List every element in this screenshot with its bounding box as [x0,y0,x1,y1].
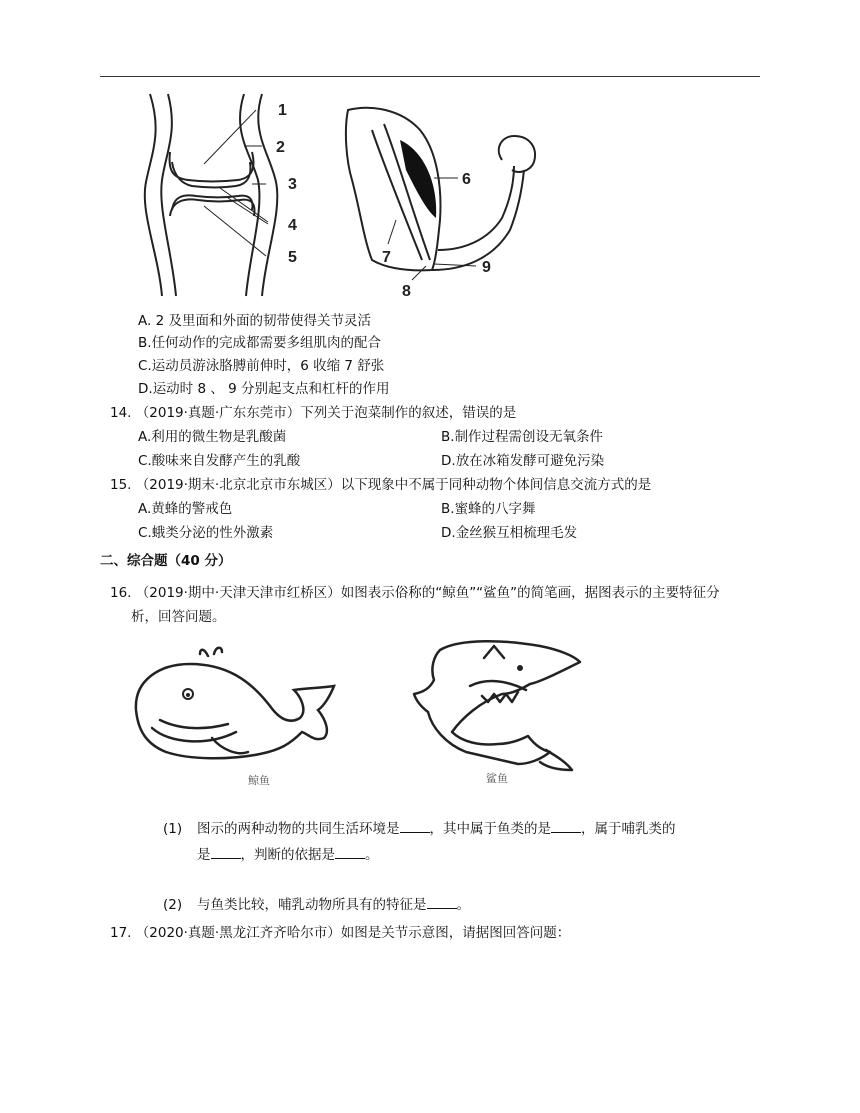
joint-label-1: 1 [278,102,287,119]
q16-sub1-line1: (1) 图示的两种动物的共同生活环境是 ，其中属于鱼类的是 ，属于哺乳类的 [163,821,676,837]
q17-stem: 17. （2020·真题·黑龙江齐齐哈尔市）如图是关节示意图，请据图回答问题： [110,925,571,941]
shark-caption: 鲨鱼 [486,773,508,785]
q14-option-d: D.放在冰箱发酵可避免污染 [441,453,605,469]
q13-option-b: B.任何动作的完成都需要多组肌肉的配合 [138,335,382,351]
q16-stem-line1: 16. （2019·期中·天津天津市红桥区）如图表示俗称的“鲸鱼”“鲨鱼”的简笔画，据图表示的主要特征分 [110,585,720,601]
q16-sub1-number: (1) [163,821,183,837]
q16-sub2: (2) 与鱼类比较，哺乳动物所具有的特征是 。 [163,897,470,913]
shark-drawing [410,632,586,790]
answer-blank-basis[interactable] [335,846,365,859]
arm-label-9: 9 [482,259,491,276]
q13-option-c: C.运动员游泳胳膊前伸时，6 收缩 7 舒张 [138,358,385,374]
q15-option-a: A.黄蜂的警戒色 [138,501,233,517]
q15-option-c: C.蛾类分泌的性外激素 [138,525,274,541]
q15-option-d: D.金丝猴互相梳理毛发 [441,525,578,541]
q14-option-c: C.酸味来自发酵产生的乳酸 [138,453,301,469]
q16-sub1-line2: 是 ，判断的依据是 。 [197,847,379,863]
whale-caption: 鲸鱼 [248,775,270,787]
joint-label-4: 4 [288,217,297,234]
q15-option-b: B.蜜蜂的八字舞 [441,501,536,517]
q16-stem-line2: 析，回答问题。 [131,609,226,625]
section-title: 二、综合题（40 分） [100,553,232,569]
q14-stem: 14. （2019·真题·广东东莞市）下列关于泡菜制作的叙述，错误的是 [110,405,517,421]
arm-label-7: 7 [382,249,391,266]
whale-drawing [130,640,352,790]
joint-diagram [132,92,312,298]
joint-label-3: 3 [288,176,297,193]
arm-label-6: 6 [462,171,471,188]
joint-label-2: 2 [276,139,285,156]
answer-blank-environment[interactable] [400,820,430,833]
q13-option-a: A. 2 及里面和外面的韧带使得关节灵活 [138,313,371,329]
header-rule [100,76,760,77]
arm-muscle-diagram [342,100,552,300]
answer-blank-features[interactable] [427,896,457,909]
q15-stem: 15. （2019·期末·北京北京市东城区）以下现象中不属于同种动物个体间信息交流方式的是 [110,477,652,493]
joint-label-5: 5 [288,249,297,266]
q14-option-a: A.利用的微生物是乳酸菌 [138,429,287,445]
q13-option-d: D.运动时 8 、 9 分别起支点和杠杆的作用 [138,381,390,397]
answer-blank-fish[interactable] [551,820,581,833]
q14-option-b: B.制作过程需创设无氧条件 [441,429,604,445]
answer-blank-mammal[interactable] [211,846,241,859]
arm-label-8: 8 [402,283,411,300]
q16-sub2-number: (2) [163,897,183,913]
